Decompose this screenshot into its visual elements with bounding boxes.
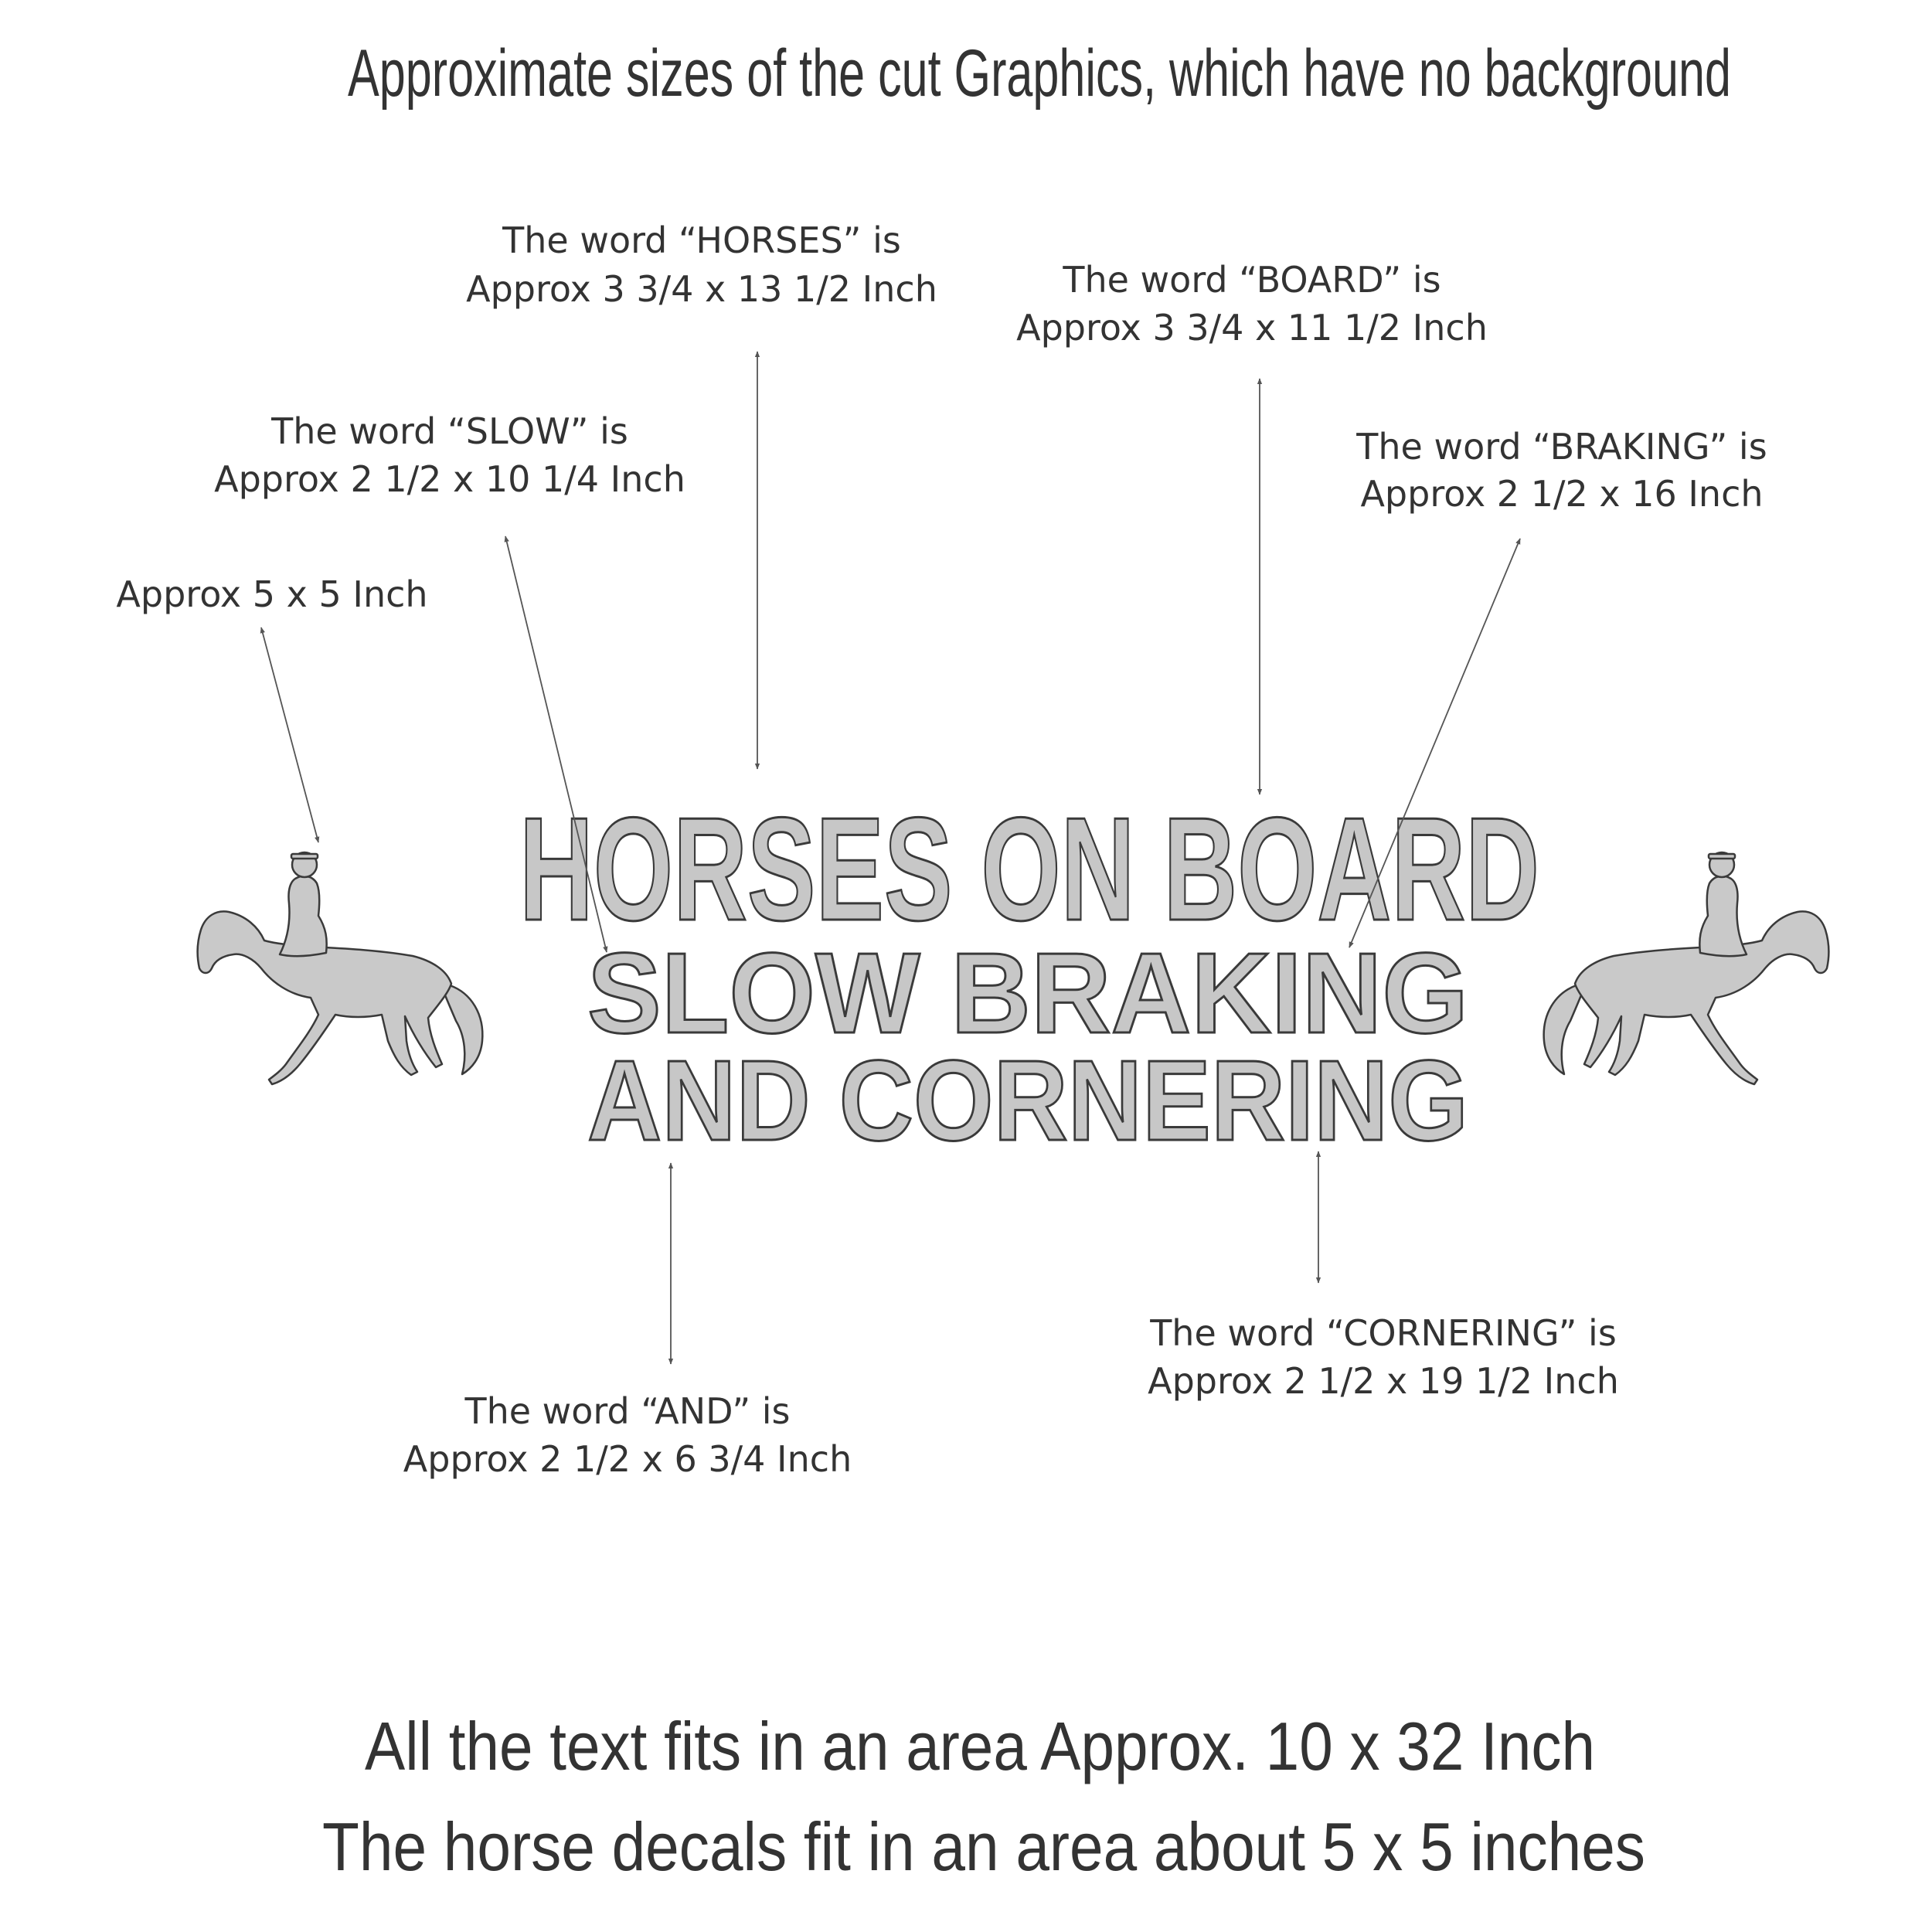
horse-rider-left-icon — [198, 852, 483, 1084]
decal-line-horses-on-board: HORSES ON BOARD — [519, 787, 1539, 951]
footer-line1: All the text fits in an area Approx. 10 x 32 Inch — [365, 1708, 1595, 1784]
label-braking-line1: The word “BRAKING” is — [1356, 426, 1767, 468]
label-board-line1: The word “BOARD” is — [1063, 259, 1441, 301]
label-board-line2: Approx 3 3/4 x 11 1/2 Inch — [1016, 307, 1488, 349]
label-and-line2: Approx 2 1/2 x 6 3/4 Inch — [403, 1438, 852, 1480]
label-slow-line1: The word “SLOW” is — [271, 410, 628, 452]
label-and-line1: The word “AND” is — [464, 1390, 791, 1432]
decal-line-and-cornering: AND CORNERING — [587, 1037, 1468, 1165]
leader-horse — [261, 628, 318, 842]
label-braking-line2: Approx 2 1/2 x 16 Inch — [1360, 473, 1764, 515]
horse-rider-right-icon — [1544, 852, 1829, 1084]
label-horses-line2: Approx 3 3/4 x 13 1/2 Inch — [466, 268, 937, 310]
label-horse-size: Approx 5 x 5 Inch — [116, 573, 428, 615]
label-cornering-line2: Approx 2 1/2 x 19 1/2 Inch — [1148, 1360, 1619, 1402]
label-cornering-line1: The word “CORNERING” is — [1150, 1312, 1617, 1354]
label-horses-line1: The word “HORSES” is — [502, 219, 901, 261]
decal-line-slow-braking: SLOW BRAKING — [587, 930, 1468, 1057]
page-title: Approximate sizes of the cut Graphics, which have no background — [348, 36, 1731, 111]
label-slow-line2: Approx 2 1/2 x 10 1/4 Inch — [214, 458, 685, 500]
footer-line2: The horse decals fit in an area about 5 x 5 inches — [322, 1808, 1645, 1885]
